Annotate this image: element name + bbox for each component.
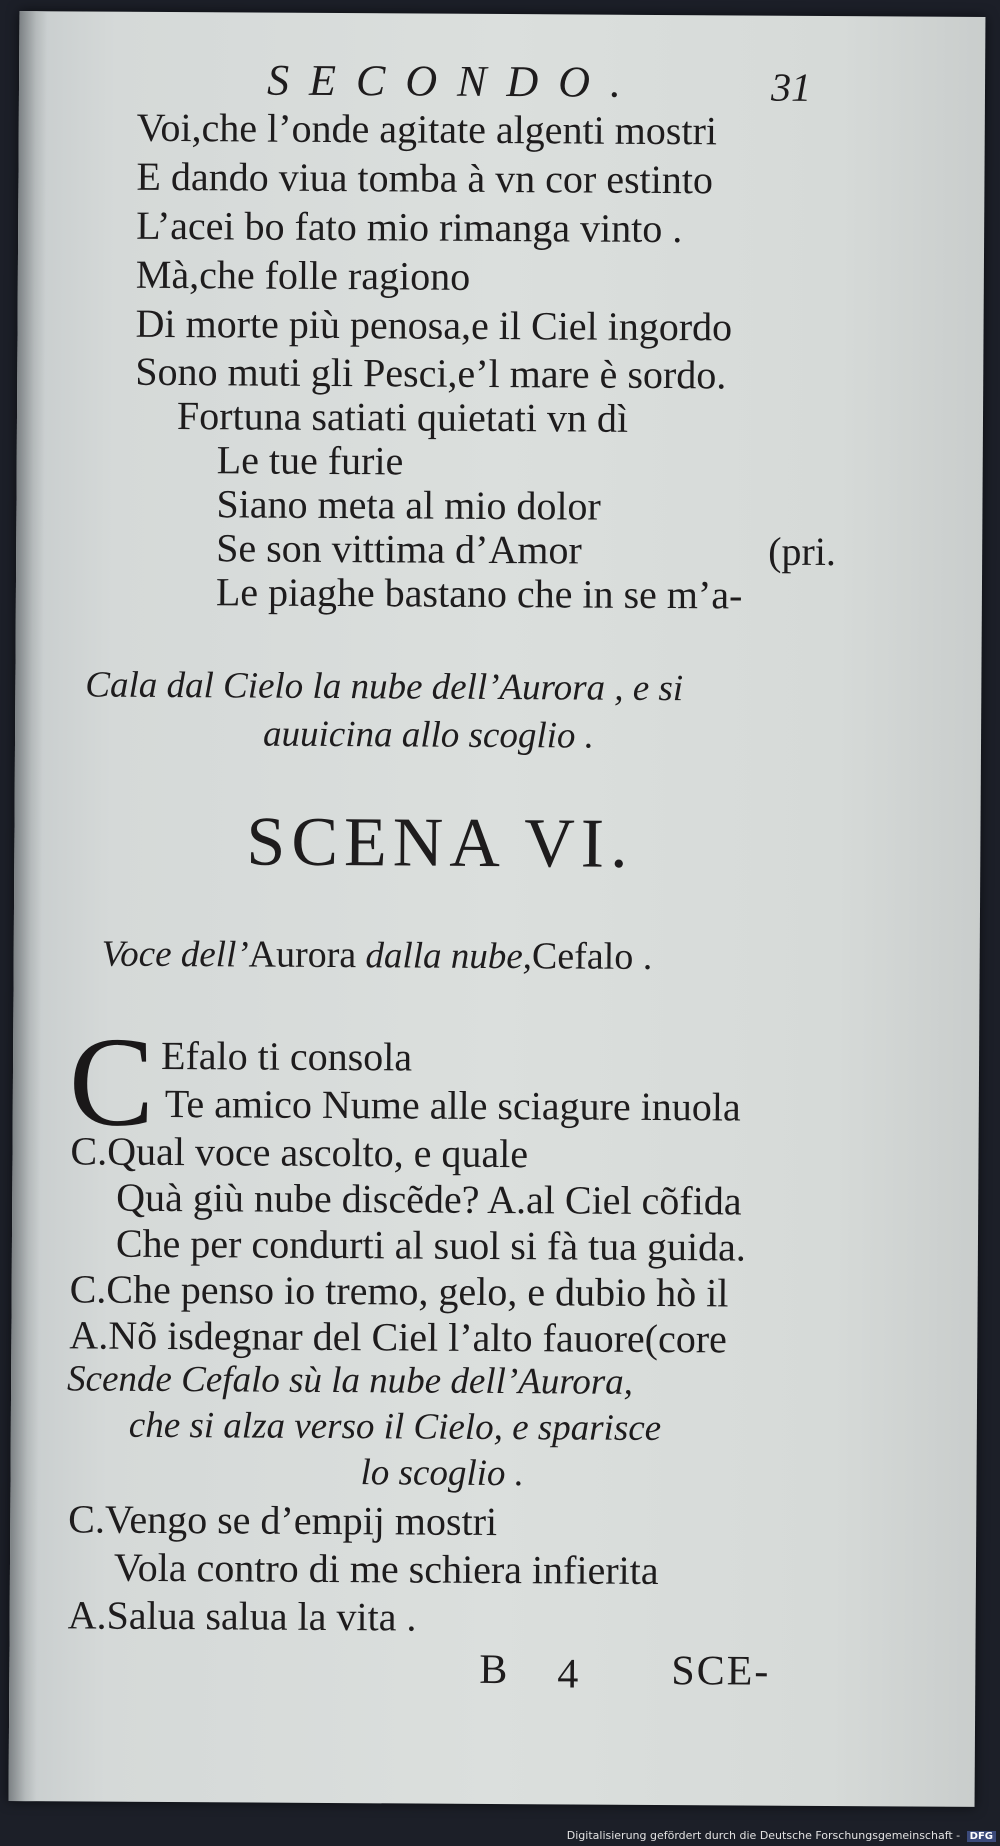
verse-line: Siano meta al mio dolor <box>216 481 601 529</box>
scene-title: SCENA VI. <box>246 803 634 883</box>
verse-line: Di morte più penosa,e il Ciel ingordo <box>135 300 733 350</box>
verse-line: Le piaghe bastano che in se m’a- <box>215 569 743 618</box>
character-mid: dalla nube, <box>356 935 533 978</box>
drop-cap: C <box>68 1010 155 1153</box>
verse-line: L’acei bo fato mio rimanga vinto . <box>136 202 683 252</box>
funding-footer <box>567 1829 996 1842</box>
dialogue-line: Vola contro di me schiera infierita <box>113 1544 659 1593</box>
dialogue-line: Quà giù nube discẽde? A.al Ciel cõfida <box>116 1174 742 1224</box>
character-name: Aurora <box>248 933 357 977</box>
running-title: SECONDO. <box>266 55 642 107</box>
signature-number: 4 <box>557 1651 581 1698</box>
verse-line: Mà,che folle ragiono <box>135 251 471 299</box>
dialogue-line: C.Che penso io tremo, gelo, e dubio hò il <box>69 1266 729 1316</box>
dfg-logo-icon: DFG <box>967 1831 996 1842</box>
catchword: SCE- <box>671 1648 771 1695</box>
verse-line: Sono muti gli Pesci,e’l mare è sordo. <box>135 348 727 398</box>
stage-direction: auuicina allo scoglio . <box>262 713 595 757</box>
stage-direction: lo scoglio . <box>360 1452 525 1495</box>
page-number: 31 <box>770 64 812 110</box>
book-page <box>9 11 986 1807</box>
character-list <box>102 932 653 979</box>
binding-edge <box>9 11 48 1801</box>
character-name: Cefalo . <box>531 935 653 978</box>
verse-line: Voi,che l’onde agitate algenti mostri <box>136 104 718 154</box>
stage-direction: Cala dal Cielo la nube dell’Aurora , e si <box>85 664 684 710</box>
verse-line: Le tue furie <box>216 437 404 484</box>
stage-direction: che si alza verso il Cielo, e sparisce <box>128 1404 662 1450</box>
dialogue-line: Che per condurti al suol si fà tua guida. <box>115 1220 746 1270</box>
verse-line: Se son vittima d’Amor <box>216 525 582 573</box>
dialogue-line: Efalo ti consola <box>160 1032 413 1080</box>
dialogue-line: A.Salua salua la vita . <box>67 1592 417 1640</box>
signature-mark: B <box>479 1646 510 1694</box>
dialogue-line: A.Nõ isdegnar del Ciel l’alto fauore(core <box>69 1312 728 1362</box>
character-prefix: Voce dell’ <box>101 933 249 976</box>
verse-line: Fortuna satiati quietati vn dì <box>176 393 629 441</box>
footer-text: Digitalisierung gefördert durch die Deutsche Forschungsgemeinschaft - <box>566 1829 964 1842</box>
stage-direction: Scende Cefalo sù la nube dell’Aurora, <box>66 1358 634 1403</box>
verse-line: E dando viua tomba à vn cor estinto <box>136 153 714 203</box>
verse-turnover: (pri. <box>768 528 837 575</box>
dialogue-line: Te amico Nume alle sciagure inuola <box>164 1080 741 1130</box>
dialogue-line: C.Vengo se d’empij mostri <box>68 1496 498 1545</box>
dialogue-line: C.Qual voce ascolto, e quale <box>70 1128 529 1177</box>
